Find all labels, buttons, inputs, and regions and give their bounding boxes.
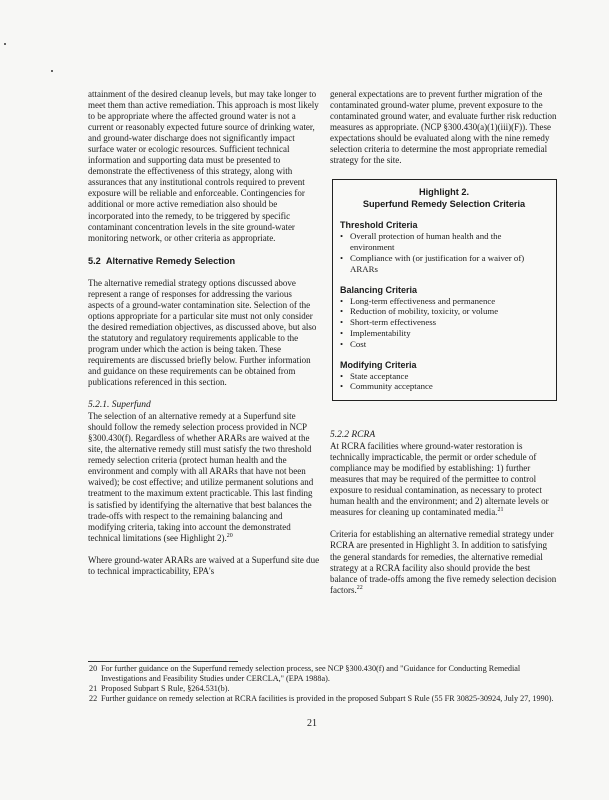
list-item: • Reduction of mobility, toxicity, or volume: [340, 306, 548, 317]
highlight-title-line2: Superfund Remedy Selection Criteria: [362, 199, 526, 210]
highlight-title: [340, 186, 548, 210]
list-item: • Overall protection of human health and the environment: [340, 231, 548, 253]
intro-paragraph: attainment of the desired cleanup levels, but may take longer to meet them than active remediation. This approach is most likely to be appropriate where the affected ground water is not a current or reasonably expected future source of drinking water, and ground-water discharge does not significantly impact surface water or ecologic resources. Sufficient technical information and supporting data must be presented to demonstrate the effectiveness of this strategy, along with assurances that any institutional controls required to prevent exposure will be reliable and enforceable. Contingencies for additional or more active remediation also should be incorporated into the remedy, to be triggered by specific contaminant concentration levels in the site ground-water monitoring network, or other criteria as appropriate.: [88, 89, 319, 243]
footnote: [89, 664, 559, 684]
footnote-rule: [88, 661, 238, 662]
footnote-number: 21: [89, 684, 98, 693]
list-item: • Compliance with (or justification for a waiver of) ARARs: [340, 253, 548, 275]
highlight-title-line1: Highlight 2.: [418, 187, 469, 198]
scan-speck: [51, 70, 53, 72]
superfund-heading: 5.2.1. Superfund: [88, 400, 151, 411]
list-item: • Implementability: [340, 328, 548, 339]
left-column: [88, 89, 320, 577]
list-item: • Cost: [340, 339, 548, 350]
superfund-paragraph-text: The selection of an alternative remedy at a Superfund site should follow the remedy selection process provided in NCP §300.430(f). Regardless of whether ARARs are waived at the site, the alternative remedy still must satisfy the two threshold remedy selection criteria (protect human health and the environment and comply with all ARARs that have not been waived); be cost effective; and utilize permanent solutions and treatment to the maximum extent practicable. This last finding is satisfied by identifying the alternative that best balances the trade-offs with respect to the remaining balancing and modifying criteria, taking into account the demonstrated technical limitations (see Highlight 2).: [88, 411, 314, 543]
threshold-criteria-heading: Threshold Criteria: [340, 220, 418, 231]
superfund-paragraph: [88, 411, 320, 544]
balancing-criteria-heading: Balancing Criteria: [340, 284, 418, 295]
criteria-paragraph-text: Criteria for establishing an alternative remedial strategy under RCRA are presented in Highlight 3. In addition to satisfying the general standards for remedies, the alternative remedial strategy at a RCRA facility also should provide the best balance of trade-offs among the five remedy selection decision factors.: [330, 529, 557, 595]
footnote-ref: 20: [226, 532, 233, 539]
list-item: • Short-term effectiveness: [340, 317, 548, 328]
list-item: • Community acceptance: [340, 381, 548, 392]
footnote-number: 20: [89, 664, 98, 673]
modifying-criteria-heading: Modifying Criteria: [340, 359, 417, 370]
criteria-paragraph: [330, 529, 559, 595]
right-column: [330, 89, 559, 596]
section-heading: [88, 255, 320, 267]
footnote-ref: 21: [497, 507, 504, 514]
footnote-text: For further guidance on the Superfund remedy selection process, see NCP §300.430(f) and "Guidance for Conducting Remedial Investigations and Feasibility Studies under CERCLA," (EPA 1988a).: [101, 664, 521, 683]
footnote: [89, 694, 559, 704]
rcra-paragraph-text: At RCRA facilities where ground-water restoration is technically impracticable, the permit or order schedule of compliance may be modified by establishing: 1) further measures that may be required of the permittee to control exposure to residual contamination, as necessary to protect human health and the environment; and 2) alternate levels or measures for cleaning up contaminated media.: [330, 441, 549, 518]
list-item: • Long-term effectiveness and permanence: [340, 296, 548, 307]
footnote-text: Proposed Subpart S Rule, §264.531(b).: [101, 684, 230, 693]
balancing-criteria-list: [340, 296, 548, 350]
expectations-paragraph: general expectations are to prevent further migration of the contaminated ground-water plume, prevent exposure to the contaminated ground water, and evaluate further risk reduction measures as appropriate. (NCP §300.430(a)(1)(iii)(F)). These expectations should be evaluated along with the nine remedy selection criteria to determine the most appropriate remedial strategy for the site.: [330, 89, 557, 166]
section-title: Alternative Remedy Selection: [105, 255, 236, 266]
threshold-criteria-list: [340, 231, 548, 274]
scan-speck: [4, 43, 6, 45]
footnote-number: 22: [89, 694, 98, 703]
rcra-paragraph: [330, 441, 559, 518]
modifying-criteria-list: [340, 371, 548, 393]
section-number: 5.2: [88, 255, 101, 266]
closing-paragraph: Where ground-water ARARs are waived at a Superfund site due to technical impracticability, EPA's: [88, 554, 320, 576]
section-paragraph: The alternative remedial strategy options discussed above represent a range of responses for addressing the various aspects of a ground-water contamination site. Selection of the options appropriate for a particular site must not only consider the desired remediation objectives, as discussed above, but also the statutory and regulatory requirements applicable to the program under which the action is being taken. These requirements are discussed briefly below. Further information and guidance on these requirements can be obtained from publications referenced in this section.: [88, 277, 317, 388]
list-item: • State acceptance: [340, 371, 548, 382]
footnote-ref: 22: [356, 584, 363, 591]
rcra-heading: 5.2.2 RCRA: [330, 430, 376, 441]
page-number: 21: [307, 718, 317, 729]
footnote-text: Further guidance on remedy selection at RCRA facilities is provided in the proposed Subpart S Rule (55 FR 30825-30924, July 27, 1990).: [101, 694, 554, 703]
highlight-2-box: [332, 179, 557, 401]
footnote: [89, 684, 559, 694]
footnotes: [89, 664, 559, 704]
